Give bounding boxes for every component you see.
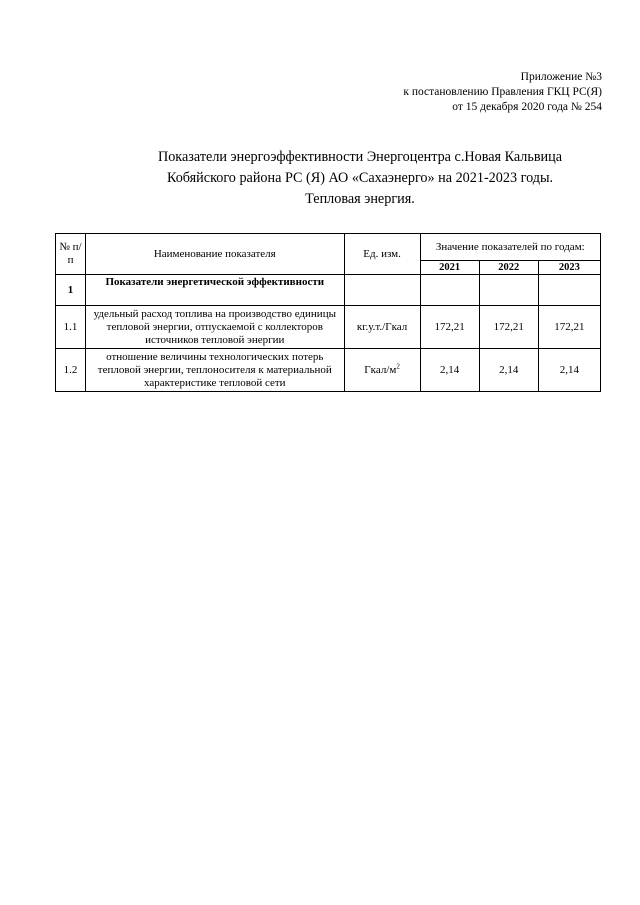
row-value-2022: 2,14 <box>479 349 538 392</box>
row-name: удельный расход топлива на производство единицы тепловой энергии, отпускаемой с коллекторов источников тепловой энергии <box>86 306 344 349</box>
table-row <box>56 306 601 349</box>
header-num: № п/п <box>56 234 86 275</box>
table-header-row <box>56 234 601 261</box>
appendix-date: от 15 декабря 2020 года № 254 <box>452 101 602 113</box>
row-value-2021: 172,21 <box>420 306 479 349</box>
row-value-2021: 2,14 <box>420 349 479 392</box>
empty-cell <box>420 275 479 306</box>
row-num: 1.1 <box>56 306 86 349</box>
table-section-row <box>56 275 601 306</box>
empty-cell <box>344 275 420 306</box>
document-title <box>60 147 640 210</box>
row-name: отношение величины технологических потерь тепловой энергии, теплоносителя к материальной характеристике тепловой сети <box>86 349 344 392</box>
appendix-reference: к постановлению Правления ГКЦ РС(Я) <box>403 86 602 98</box>
row-value-2023: 2,14 <box>538 349 600 392</box>
unit-superscript: 2 <box>396 361 400 370</box>
table-row <box>56 349 601 392</box>
header-values: Значение показателей по годам: <box>420 234 600 261</box>
title-line-2: Кобяйского района РС (Я) АО «Сахаэнерго» на 2021-2023 годы. <box>166 170 554 186</box>
indicators-table <box>55 233 601 392</box>
empty-cell <box>538 275 600 306</box>
row-num: 1.2 <box>56 349 86 392</box>
row-value-2022: 172,21 <box>479 306 538 349</box>
unit-text: Гкал/м <box>364 363 397 376</box>
row-value-2023: 172,21 <box>538 306 600 349</box>
section-name: Показатели энергетической эффективности <box>86 275 344 306</box>
appendix-number: Приложение №3 <box>520 71 602 83</box>
appendix-header <box>282 70 602 115</box>
row-unit <box>344 349 420 392</box>
header-year: 2022 <box>479 261 538 275</box>
unit-text: кг.у.т./Гкал <box>356 320 408 333</box>
header-year: 2023 <box>538 261 600 275</box>
header-year: 2021 <box>420 261 479 275</box>
row-unit <box>344 306 420 349</box>
title-line-3: Тепловая энергия. <box>305 191 415 207</box>
section-num: 1 <box>56 275 86 306</box>
header-unit: Ед. изм. <box>344 234 420 275</box>
header-name: Наименование показателя <box>86 234 344 275</box>
empty-cell <box>479 275 538 306</box>
title-line-1: Показатели энергоэффективности Энергоцентра с.Новая Кальвица <box>157 149 563 165</box>
